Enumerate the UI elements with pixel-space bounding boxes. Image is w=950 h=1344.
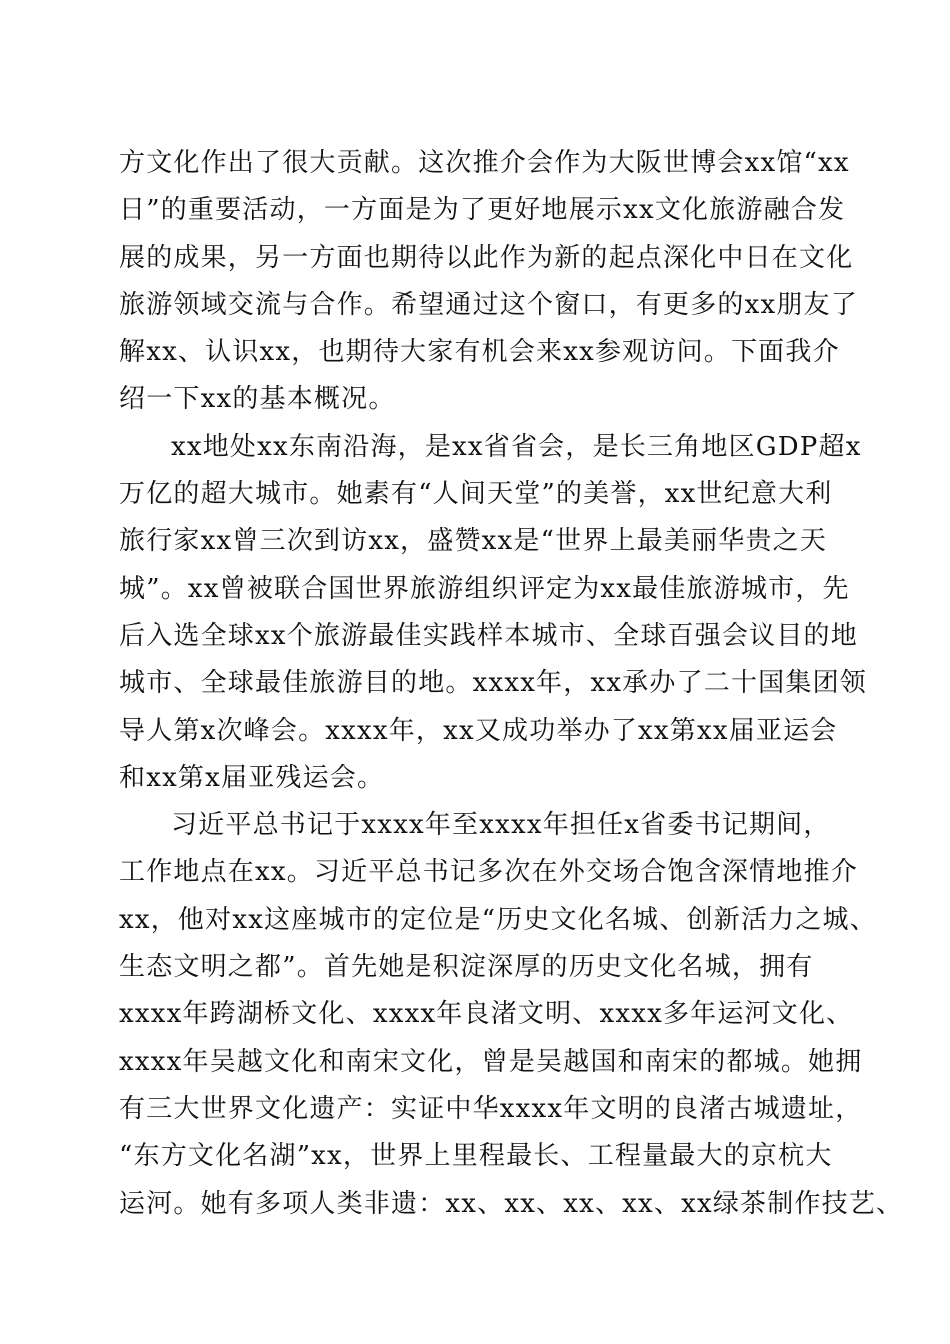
- text-line: xxxx年跨湖桥文化、xxxx年良渚文明、xxxx多年运河文化、: [119, 999, 854, 1030]
- text-line: 城市、全球最佳旅游目的地。xxxx年，xx承办了二十国集团领: [119, 668, 867, 699]
- document-body: [119, 140, 904, 1228]
- text-line: 工作地点在xx。习近平总书记多次在外交场合饱含深情地推介: [119, 857, 858, 888]
- text-line: 导人第x次峰会。xxxx年，xx又成功举办了xx第xx届亚运会: [119, 715, 838, 746]
- text-line: 日”的重要活动，一方面是为了更好地展示xx文化旅游融合发: [119, 195, 846, 226]
- text-line: 旅行家xx曾三次到访xx，盛赞xx是“世界上最美丽华贵之天: [119, 526, 828, 557]
- text-line: 城”。xx曾被联合国世界旅游组织评定为xx最佳旅游城市，先: [119, 573, 850, 604]
- text-line: 展的成果，另一方面也期待以此作为新的起点深化中日在文化: [119, 242, 854, 273]
- text-line: 后入选全球xx个旅游最佳实践样本城市、全球百强会议目的地: [119, 620, 858, 651]
- text-line: 方文化作出了很大贡献。这次推介会作为大阪世博会xx馆“xx: [119, 148, 850, 178]
- text-line: “东方文化名湖”xx，世界上里程最长、工程量最大的京杭大: [119, 1141, 833, 1172]
- text-line: 解xx、认识xx，也期待大家有机会来xx参观访问。下面我介: [119, 337, 840, 368]
- text-line: 万亿的超大城市。她素有“人间天堂”的美誉，xx世纪意大利: [119, 479, 833, 510]
- text-line: xxxx年吴越文化和南宋文化，曾是吴越国和南宋的都城。她拥: [119, 1046, 863, 1077]
- text-line: 和xx第x届亚残运会。: [119, 762, 385, 793]
- text-line: 有三大世界文化遗产：实证中华xxxx年文明的良渚古城遗址，: [119, 1093, 863, 1124]
- paragraph-3: [119, 802, 904, 1228]
- text-line: 绍一下xx的基本概况。: [119, 384, 396, 415]
- text-line: 习近平总书记于xxxx年至xxxx年担任x省委书记期间，: [171, 810, 831, 841]
- text-line: 运河。她有多项人类非遗：xx、xx、xx、xx、xx绿茶制作技艺、: [119, 1188, 904, 1219]
- text-line: 旅游领域交流与合作。希望通过这个窗口，有更多的xx朋友了: [119, 289, 858, 320]
- text-line: 生态文明之都”。首先她是积淀深厚的历史文化名城，拥有: [119, 952, 814, 983]
- text-line: xx，他对xx这座城市的定位是“历史文化名城、创新活力之城、: [119, 904, 877, 935]
- text-line: xx地处xx东南沿海，是xx省省会，是长三角地区GDP超x: [171, 431, 862, 462]
- paragraph-1: [119, 140, 858, 424]
- paragraph-2: [119, 424, 867, 802]
